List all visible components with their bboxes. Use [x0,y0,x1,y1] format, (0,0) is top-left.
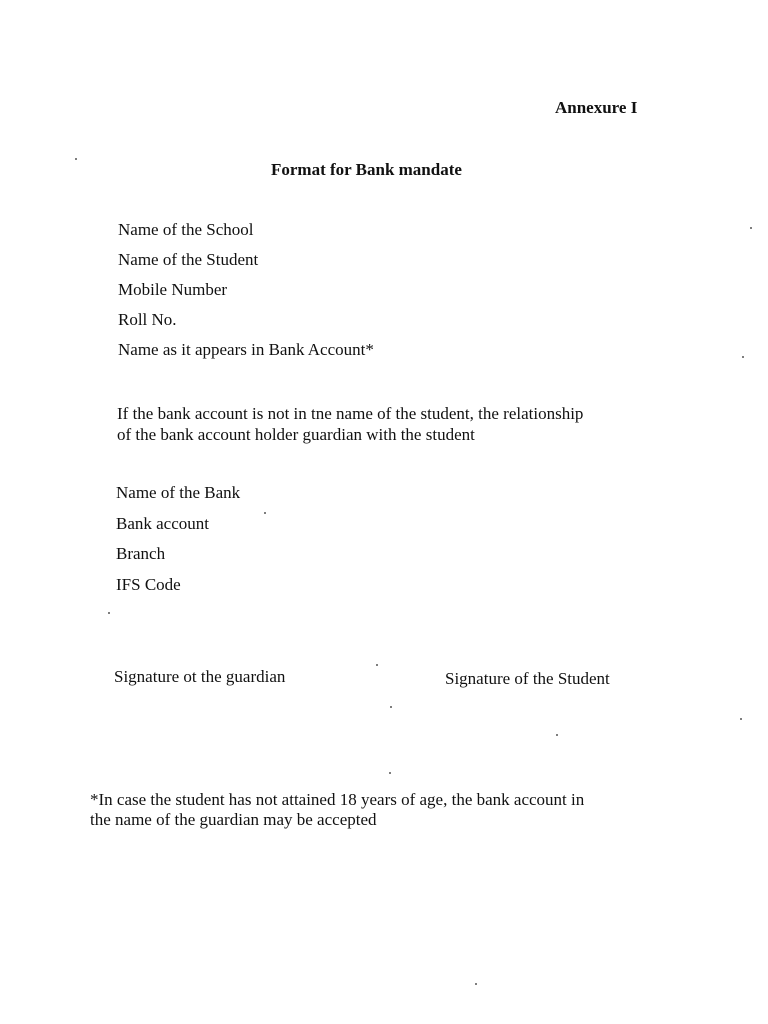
scan-speck [556,734,558,736]
scan-speck [108,612,110,614]
footnote-line-2: the name of the guardian may be accepted [90,810,377,829]
footnote [90,790,660,830]
field-branch: Branch [116,544,166,563]
scan-speck [475,983,477,985]
relationship-note-line-1: If the bank account is not in tne name of the student, the relationship [117,404,584,423]
relationship-note-line-2: of the bank account holder guardian with the student [117,425,475,444]
footnote-line-1: *In case the student has not attained 18 years of age, the bank account in [90,790,585,809]
scan-speck [742,356,744,358]
scan-speck [389,772,391,774]
annexure-label: Annexure I [555,98,638,117]
student-fields-list [118,219,374,369]
scan-speck [376,664,378,666]
relationship-note [117,403,677,445]
field-student-name: Name of the Student [118,250,259,269]
scan-speck [264,512,266,514]
field-bank-account: Bank account [116,513,209,533]
field-school-name: Name of the School [118,220,254,239]
scan-speck [75,158,77,160]
bank-fields-list [116,482,240,604]
document-title: Format for Bank mandate [271,160,462,179]
scan-speck [750,227,752,229]
signature-guardian-label: Signature ot the guardian [114,667,286,686]
field-bank-name: Name of the Bank [116,483,241,502]
field-roll-no: Roll No. [118,310,177,329]
field-mobile-number: Mobile Number [118,280,228,299]
scan-speck [390,706,392,708]
field-bank-account-name: Name as it appears in Bank Account* [118,340,374,359]
scan-speck [740,718,742,720]
signature-student-label: Signature of the Student [445,669,610,688]
field-ifs-code: IFS Code [116,574,181,594]
